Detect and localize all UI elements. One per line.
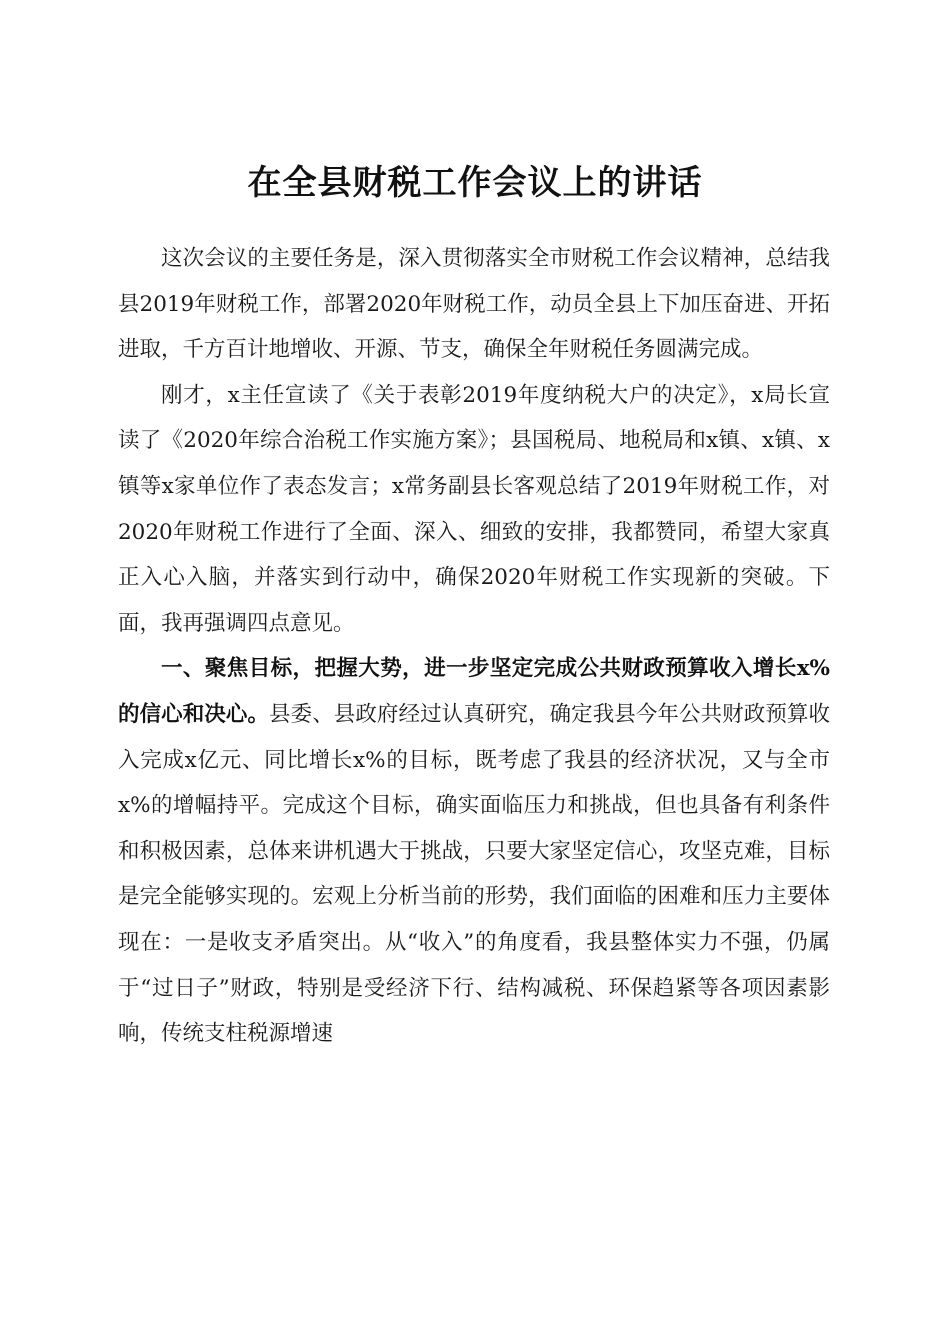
paragraph-2-text: 刚才，x主任宣读了《关于表彰2019年度纳税大户的决定》，x局长宣读了《2020年综合治税工作实施方案》；县国税局、地税局和x镇、x镇、x镇等x家单位作了表态发言；x常务副县长客观总结了2019年财税工作，对2020年财税工作进行了全面、深入、细致的安排，我都赞同，希望大家真正入心入脑，并落实到行动中，确保2020年财税工作实现新的突破。下面，我再强调四点意见。: [118, 382, 830, 636]
paragraph-1: [118, 236, 830, 373]
paragraph-1-text: 这次会议的主要任务是，深入贯彻落实全市财税工作会议精神，总结我县2019年财税工作，部署2020年财税工作，动员全县上下加压奋进、开拓进取，千方百计地增收、开源、节支，确保全年财税任务圆满完成。: [118, 246, 830, 363]
section-heading-1: 一、聚焦目标，把握大势，进一步坚定完成公共财政预算收入增长x%的信心和决心。: [118, 656, 830, 727]
paragraph-3-text: 县委、县政府经过认真研究，确定我县今年公共财政预算收入完成x亿元、同比增长x%的目标，既考虑了我县的经济状况，又与全市x%的增幅持平。完成这个目标，确实面临压力和挑战，但也具备有利条件和积极因素，总体来讲机遇大于挑战，只要大家坚定信心，攻坚克难，目标是完全能够实现的。宏观上分析当前的形势，我们面临的困难和压力主要体现在：一是收支矛盾突出。从“收入”的角度看，我县整体实力不强，仍属于“过日子”财政，特别是受经济下行、结构减税、环保趋紧等各项因素影响，传统支柱税源增速: [118, 701, 830, 1047]
paragraph-2: [118, 373, 830, 647]
document-title: 在全县财税工作会议上的讲话: [247, 162, 703, 203]
document-body: [118, 236, 830, 1057]
paragraph-3: [118, 646, 830, 1056]
